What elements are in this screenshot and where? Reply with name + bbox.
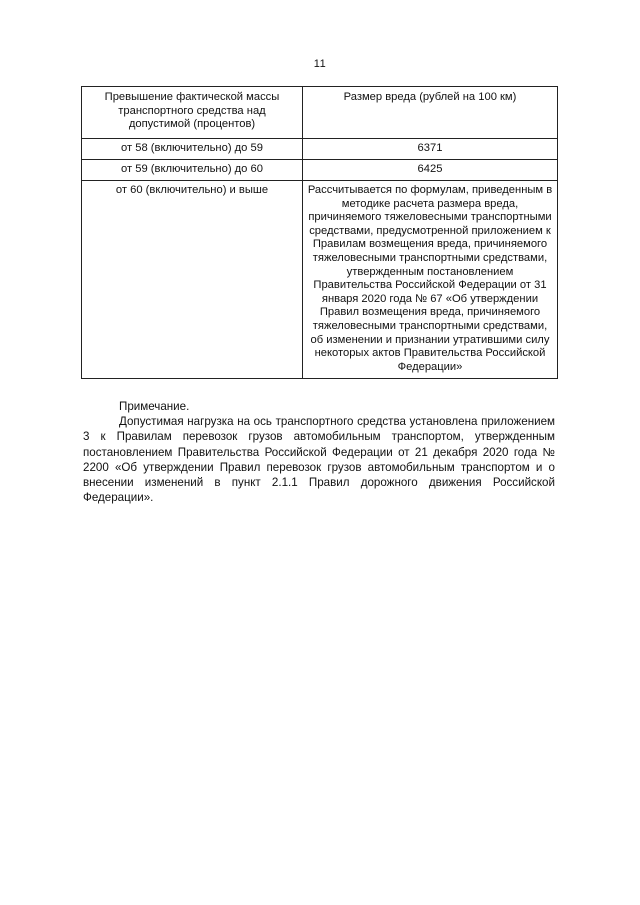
note-title: Примечание. (119, 400, 190, 413)
row-range: от 60 (включительно) и выше (82, 181, 303, 379)
header-excess-mass: Превышение фактической массы транспортного средства над допустимой (процентов) (82, 87, 303, 139)
table-row (82, 181, 558, 379)
page-number: 11 (313, 58, 327, 70)
table-row (82, 139, 558, 160)
note-section (83, 399, 555, 505)
harm-rate-table (81, 86, 558, 379)
table-row (82, 160, 558, 181)
header-harm-amount: Размер вреда (рублей на 100 км) (303, 87, 558, 139)
row-range: от 59 (включительно) до 60 (82, 160, 303, 181)
table-header-row (82, 87, 558, 139)
row-range: от 58 (включительно) до 59 (82, 139, 303, 160)
note-body: Допустимая нагрузка на ось транспортного средства установлена приложением 3 к Правилам перевозок грузов автомобильным транспортом, утвержденным постановлением Правительства Российской Федерации от 21 декабря 2020 года № 2200 «Об утверждении Правил перевозок грузов автомобильным транспортом и о внесении изменений в пункт 2.1.1 Правил дорожного движения Российской Федерации». (83, 415, 555, 505)
row-value: 6371 (303, 139, 558, 160)
row-value: 6425 (303, 160, 558, 181)
row-value-formula: Рассчитывается по формулам, приведенным в методике расчета размера вреда, причиняемого тяжеловесными транспортными средствами, предусмотренной приложением к Правилам возмещения вреда, причиняемого тяжеловесными транспортными средствами, утвержденным постановлением Правительства Российской Федерации от 31 января 2020 года № 67 «Об утверждении Правил возмещения вреда, причиняемого тяжеловесными транспортными средствами, об изменении и признании утратившими силу некоторых актов Правительства Российской Федерации» (303, 181, 558, 379)
